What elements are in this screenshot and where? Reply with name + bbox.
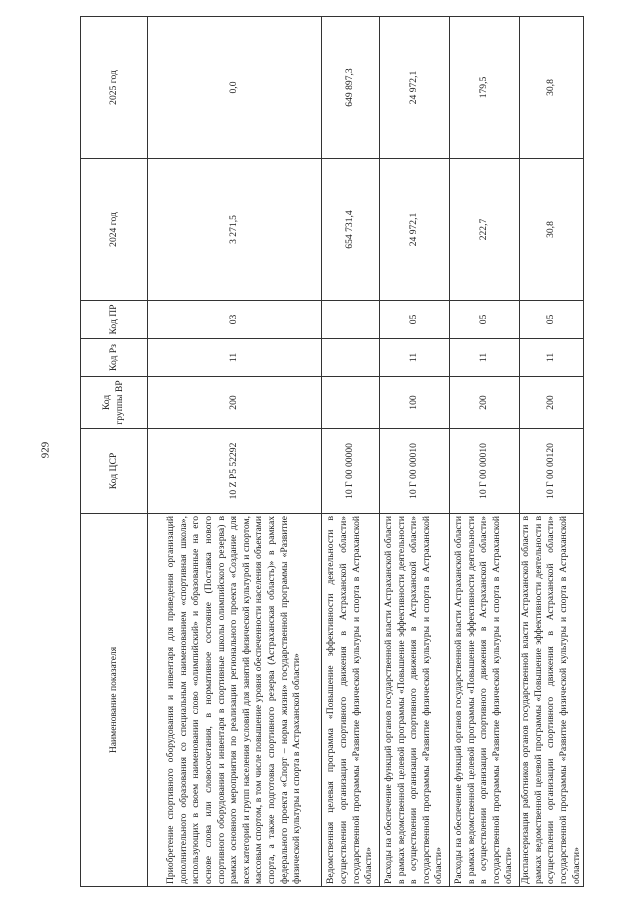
row-name: Расходы на обеспечение функций органов государственной власти Астраханской области в рамках ведомственной целевой программы «Повышение эффективности деятельности в осуществлении организации спортивного движения в Астраханской области» государственной программы «Развитие физической культуры и спорта в Астраханской области» bbox=[380, 514, 450, 887]
row-vr: 200 bbox=[450, 377, 520, 429]
rotated-page-content bbox=[80, 17, 582, 887]
row-name: Расходы на обеспечение функций органов государственной власти Астраханской области в рамках ведомственной целевой программы «Повышение эффективности деятельности в осуществлении организации спортивного движения в Астраханской области» государственной программы «Развитие физической культуры и спорта в Астраханской области» bbox=[450, 514, 520, 887]
row-rz: 11 bbox=[520, 339, 584, 377]
table-row bbox=[148, 17, 322, 887]
row-pr: 05 bbox=[520, 301, 584, 339]
table-row bbox=[450, 17, 520, 887]
header-pr: Код ПР bbox=[81, 301, 148, 339]
row-rz bbox=[322, 339, 380, 377]
row-pr bbox=[322, 301, 380, 339]
row-csr: 10 Г 00 00010 bbox=[450, 429, 520, 514]
row-2024: 222,7 bbox=[450, 159, 520, 301]
table-row bbox=[322, 17, 380, 887]
row-rz: 11 bbox=[380, 339, 450, 377]
table-row bbox=[520, 17, 584, 887]
row-rz: 11 bbox=[450, 339, 520, 377]
header-name: Наименование показателя bbox=[81, 514, 148, 887]
row-csr: 10 Г 00 00010 bbox=[380, 429, 450, 514]
row-2024: 24 972,1 bbox=[380, 159, 450, 301]
row-2025: 30,8 bbox=[520, 17, 584, 159]
row-name: Диспансеризация работников органов государственной власти Астраханской области в рамках ведомственной целевой программы «Повышение эффективности деятельности в осуществлении организации спортивного движения в Астраханской области» государственной программы «Развитие физической культуры и спорта в Астраханской области» bbox=[520, 514, 584, 887]
row-csr: 10 Z P5 52292 bbox=[148, 429, 322, 514]
header-2024: 2024 год bbox=[81, 159, 148, 301]
header-rz: Код Рз bbox=[81, 339, 148, 377]
row-pr: 05 bbox=[380, 301, 450, 339]
header-csr: Код ЦСР bbox=[81, 429, 148, 514]
row-pr: 05 bbox=[450, 301, 520, 339]
row-name: Приобретение спортивного оборудования и инвентаря для приведения организаций дополнительного образования со специальным наименованием «спортивная школа», использующих в своем наименовании слово «олимпийский» и образованные на его основе слова или словосочетания, в нормативное состояние (Поставка нового спортивного оборудования и инвентаря в спортивные школы олимпийского резерва) в рамках основного мероприятия по реализации регионального проекта «Создание для всех категорий и групп населения условий для занятий физической культурой и спортом, массовым спортом, в том числе повышение уровня обеспеченности населения объектами спорта, а также подготовка спортивного резерва (Астраханская область)» в рамках федерального проекта «Спорт – норма жизни» государственной программы «Развитие физической культуры и спорта в Астраханской области» bbox=[148, 514, 322, 887]
row-vr: 200 bbox=[520, 377, 584, 429]
budget-table bbox=[80, 16, 584, 887]
header-vr: Код группы ВР bbox=[81, 377, 148, 429]
row-2024: 654 731,4 bbox=[322, 159, 380, 301]
row-2025: 0,0 bbox=[148, 17, 322, 159]
header-2025: 2025 год bbox=[81, 17, 148, 159]
row-pr: 03 bbox=[148, 301, 322, 339]
row-vr: 200 bbox=[148, 377, 322, 429]
row-2024: 3 271,5 bbox=[148, 159, 322, 301]
row-csr: 10 Г 00 00120 bbox=[520, 429, 584, 514]
row-2025: 179,5 bbox=[450, 17, 520, 159]
row-2024: 30,8 bbox=[520, 159, 584, 301]
page-number: 929 bbox=[39, 441, 52, 459]
row-2025: 649 897,3 bbox=[322, 17, 380, 159]
row-vr bbox=[322, 377, 380, 429]
header-row bbox=[81, 17, 148, 887]
row-name: Ведомственная целевая программа «Повышение эффективности деятельности в осуществлении организации спортивного движения в Астраханской области» государственной программы «Развитие физической культуры и спорта в Астраханской области» bbox=[322, 514, 380, 887]
row-csr: 10 Г 00 00000 bbox=[322, 429, 380, 514]
row-rz: 11 bbox=[148, 339, 322, 377]
table-row bbox=[380, 17, 450, 887]
row-2025: 24 972,1 bbox=[380, 17, 450, 159]
row-vr: 100 bbox=[380, 377, 450, 429]
